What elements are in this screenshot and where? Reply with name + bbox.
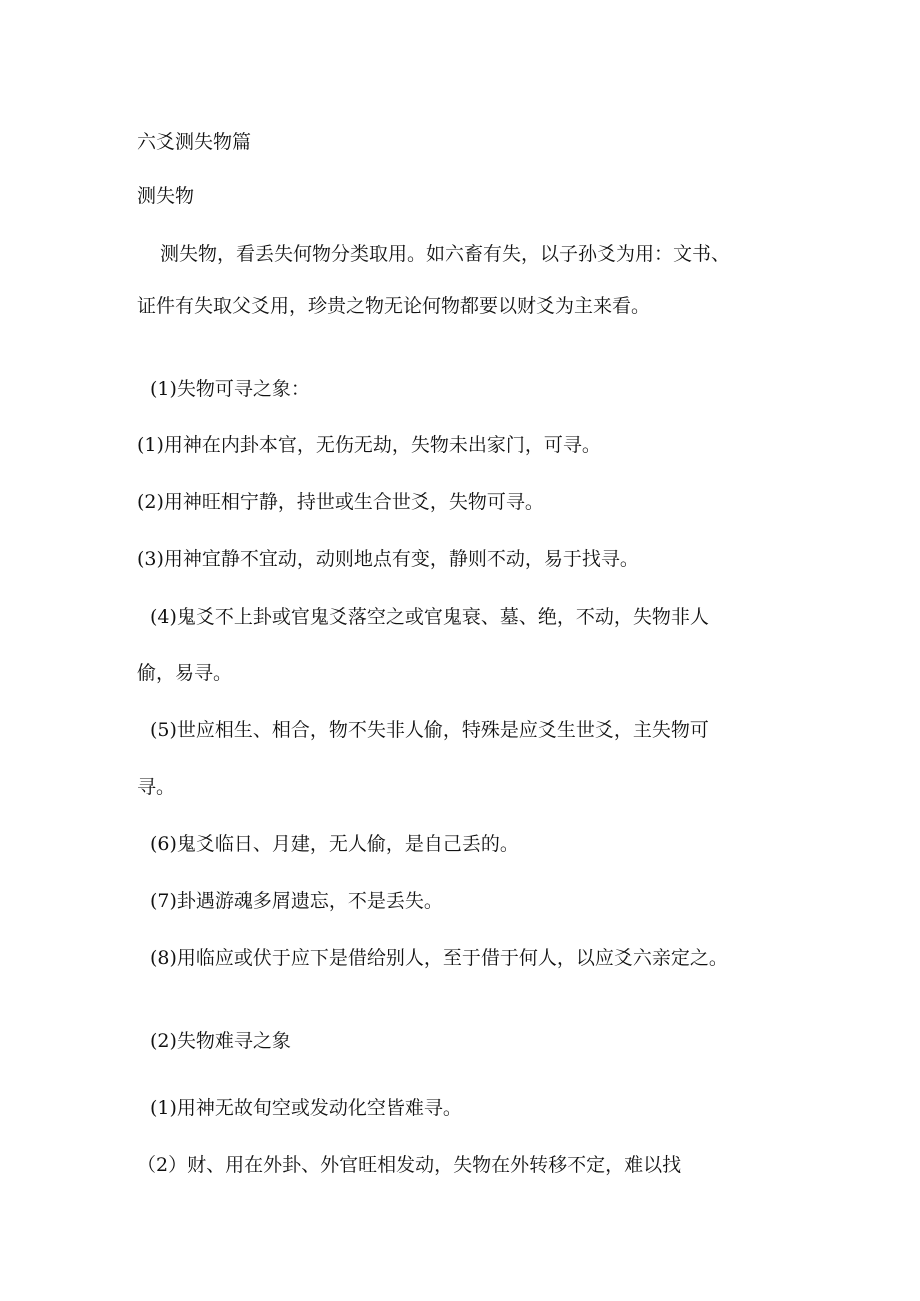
section1-item-7: (7)卦遇游魂多屑遗忘，不是丢失。 xyxy=(150,890,443,912)
section1-item-8: (8)用临应或伏于应下是借给别人，至于借于何人，以应爻六亲定之。 xyxy=(150,947,728,969)
section1-heading: (1)失物可寻之象： xyxy=(150,378,310,400)
section1-item-6: (6)鬼爻临日、月建，无人偷，是自己丢的。 xyxy=(150,833,519,855)
section1-item-4-line-1: (4)鬼爻不上卦或官鬼爻落空之或官鬼衰、墓、绝，不动，失物非人 xyxy=(150,606,709,628)
section1-item-5-line-2: 寻。 xyxy=(137,776,176,798)
document-subtitle: 测失物 xyxy=(137,185,195,207)
section1-item-2: (2)用神旺相宁静，持世或生合世爻，失物可寻。 xyxy=(137,491,544,513)
section1-item-4-line-2: 偷，易寻。 xyxy=(137,662,233,684)
section2-item-1: (1)用神无故旬空或发动化空皆难寻。 xyxy=(150,1097,462,1119)
section2-item-2: （2）财、用在外卦、外官旺相发动，失物在外转移不定，难以找 xyxy=(137,1154,682,1176)
section1-item-1: (1)用神在内卦本官，无伤无劫，失物未出家门，可寻。 xyxy=(137,434,601,456)
document-title: 六爻测失物篇 xyxy=(137,131,252,153)
intro-paragraph-line-1: 测失物，看丢失何物分类取用。如六畜有失，以子孙爻为用：文书、 xyxy=(160,243,731,265)
section2-heading: (2)失物难寻之象 xyxy=(150,1030,291,1052)
section1-item-3: (3)用神宜静不宜动，动则地点有变，静则不动，易于找寻。 xyxy=(137,548,639,570)
intro-paragraph-line-2: 证件有失取父爻用，珍贵之物无论何物都要以财爻为主来看。 xyxy=(137,295,651,317)
section1-item-5-line-1: (5)世应相生、相合，物不失非人偷，特殊是应爻生世爻，主失物可 xyxy=(150,719,709,741)
